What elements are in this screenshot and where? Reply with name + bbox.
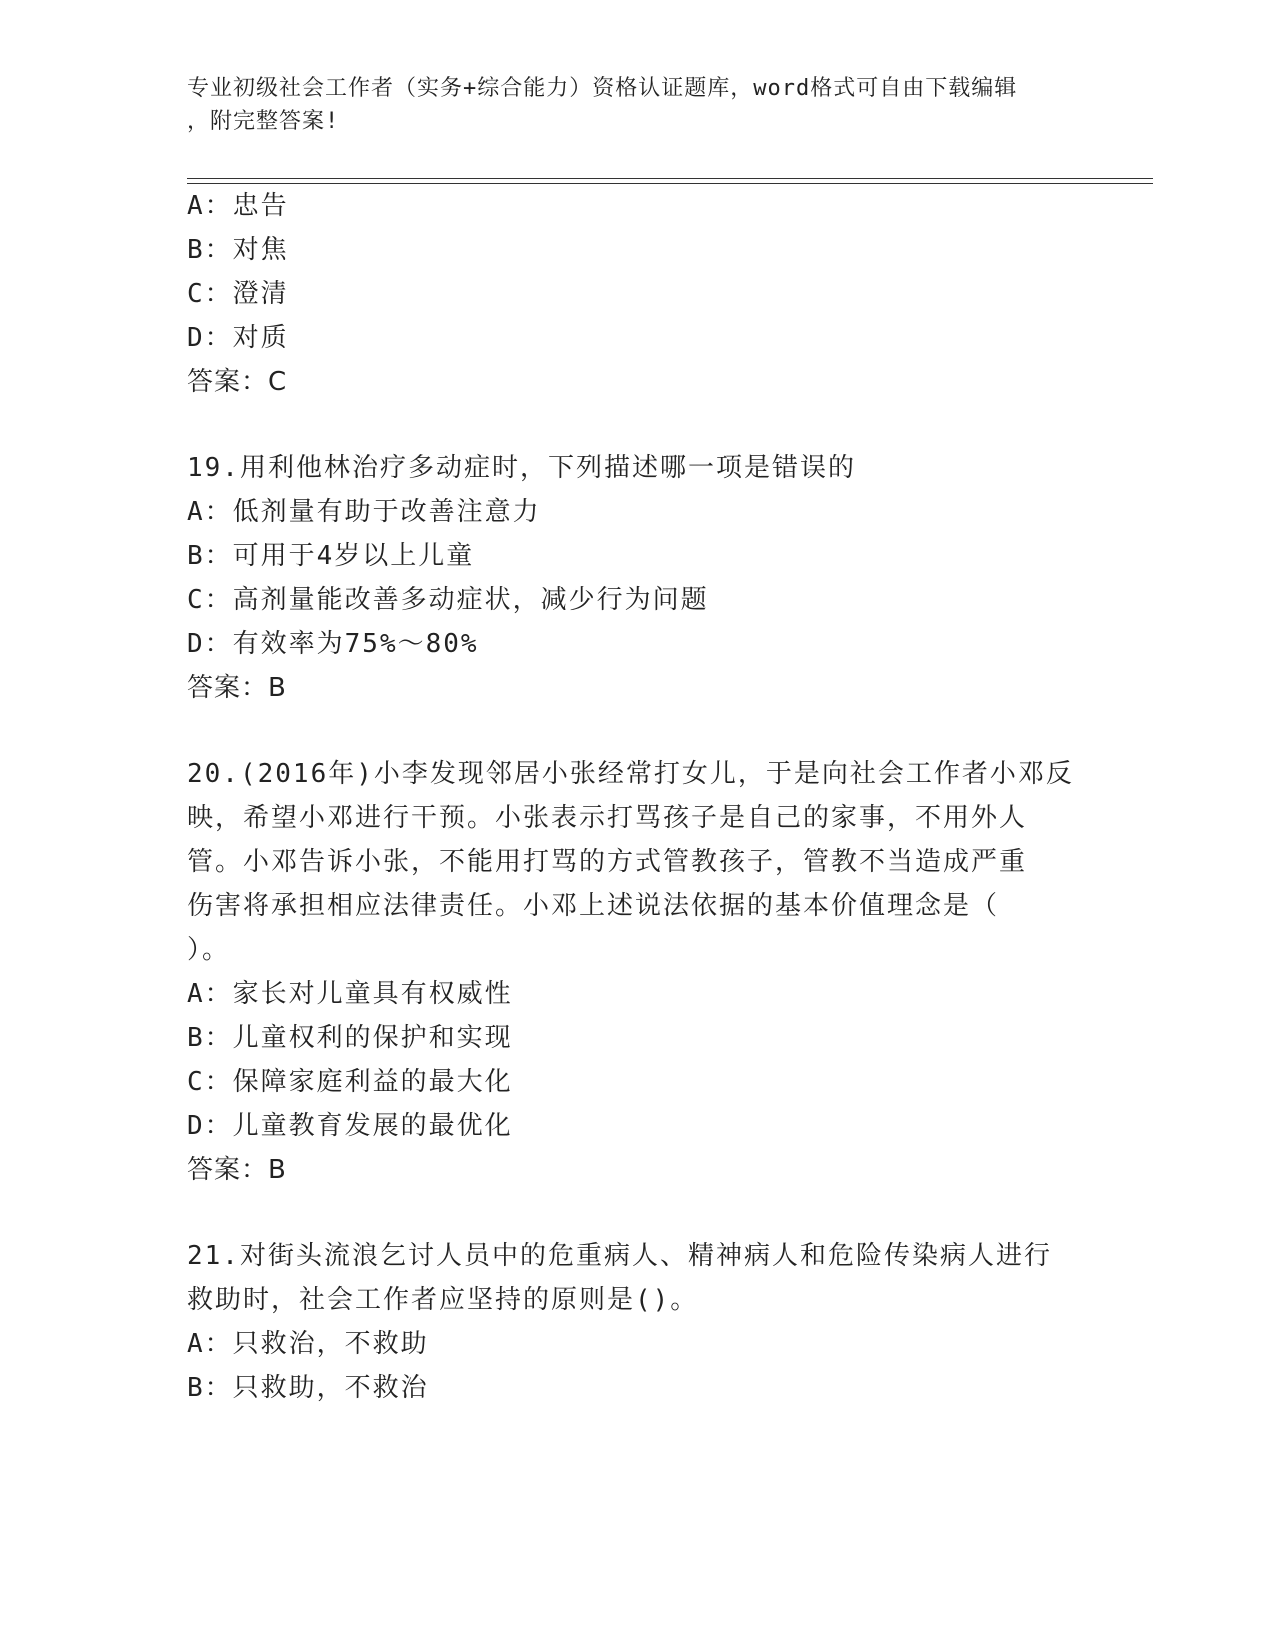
q18-option-a: A：忠告 xyxy=(187,191,289,221)
q21-stem-line-1: 21.对街头流浪乞讨人员中的危重病人、精神病人和危险传染病人进行 xyxy=(187,1241,1052,1271)
q19-option-b: B：可用于4岁以上儿童 xyxy=(187,541,475,571)
q21-option-b: B：只救助，不救治 xyxy=(187,1373,429,1403)
q19-stem: 19.用利他林治疗多动症时，下列描述哪一项是错误的 xyxy=(187,453,856,483)
q18-option-b: B：对焦 xyxy=(187,235,289,265)
q19-option-a: A：低剂量有助于改善注意力 xyxy=(187,497,541,527)
q20-stem-line-4: 伤害将承担相应法律责任。小邓上述说法依据的基本价值理念是（ xyxy=(187,891,1000,921)
q20-answer: 答案：B xyxy=(187,1155,287,1185)
q20-stem-line-2: 映，希望小邓进行干预。小张表示打骂孩子是自己的家事，不用外人 xyxy=(187,803,1028,833)
q19-option-c: C：高剂量能改善多动症状，减少行为问题 xyxy=(187,585,709,615)
q18-answer: 答案：C xyxy=(187,367,288,397)
q20-option-c: C：保障家庭利益的最大化 xyxy=(187,1067,513,1097)
q21-option-a: A：只救治，不救助 xyxy=(187,1329,429,1359)
q20-option-d: D：儿童教育发展的最优化 xyxy=(187,1111,513,1141)
q20-stem-line-3: 管。小邓告诉小张，不能用打骂的方式管教孩子，管教不当造成严重 xyxy=(187,847,1028,877)
q20-option-b: B：儿童权利的保护和实现 xyxy=(187,1023,513,1053)
document-header xyxy=(187,72,1087,138)
q18-option-d: D：对质 xyxy=(187,323,289,353)
q20-stem-line-1: 20.(2016年)小李发现邻居小张经常打女儿，于是向社会工作者小邓反 xyxy=(187,759,1074,789)
header-rule-bottom xyxy=(187,183,1153,184)
q18-option-c: C：澄清 xyxy=(187,279,289,309)
q21-stem-line-2: 救助时，社会工作者应坚持的原则是()。 xyxy=(187,1285,699,1315)
header-line-1: 专业初级社会工作者（实务+综合能力）资格认证题库，word格式可自由下载编辑 xyxy=(187,76,1018,101)
q20-stem-line-5: ）。 xyxy=(187,935,231,965)
q20-option-a: A：家长对儿童具有权威性 xyxy=(187,979,513,1009)
header-line-2: ，附完整答案! xyxy=(187,109,340,134)
header-rule-top xyxy=(187,178,1153,179)
q19-option-d: D：有效率为75%～80% xyxy=(187,629,479,659)
q19-answer: 答案：B xyxy=(187,673,287,703)
